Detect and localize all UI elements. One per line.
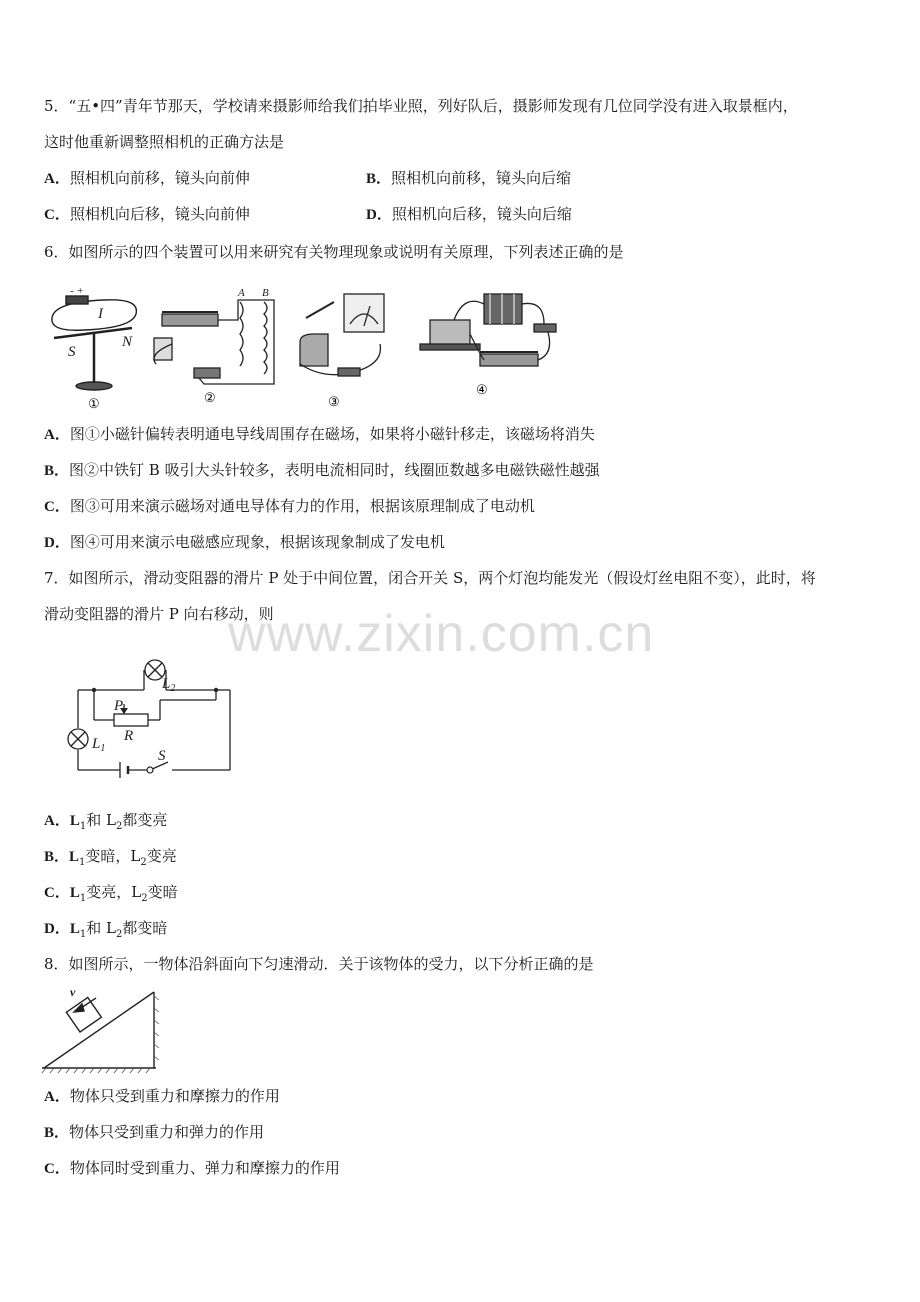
- q6-option-a[interactable]: A．图①小磁针偏转表明通电导线周围存在磁场，如果将小磁针移走，该磁场将消失: [44, 425, 595, 443]
- fig6-label-3: ③: [328, 395, 340, 410]
- fig6-4-motor-circuit: [420, 294, 556, 366]
- q5-option-c[interactable]: C．照相机向后移，镜头向前伸: [44, 205, 250, 223]
- label-l1: $L_1$: [92, 736, 106, 754]
- fig6-label-pm: - +: [70, 285, 84, 297]
- q7-stem-line2: 滑动变阻器的滑片 P 向右移动，则: [44, 605, 274, 623]
- fig6-label-n: N: [122, 334, 133, 350]
- q6-figure: [44, 284, 564, 412]
- label-v: v: [70, 985, 76, 999]
- q6-option-b[interactable]: B．图②中铁钉 B 吸引大头针较多，表明电流相同时，线圈匝数越多电磁铁磁性越强: [44, 461, 600, 479]
- fig6-label-b: B: [262, 287, 269, 299]
- q8-option-b[interactable]: B．物体只受到重力和弹力的作用: [44, 1123, 265, 1141]
- fig6-3-galvanometer: [300, 294, 384, 376]
- q5-option-a[interactable]: A．照相机向前移，镜头向前伸: [44, 169, 250, 187]
- label-p: P: [114, 698, 124, 714]
- q6-stem: 6．如图所示的四个装置可以用来研究有关物理现象或说明有关原理，下列表述正确的是: [44, 243, 624, 261]
- lamp-l1-icon: [68, 729, 88, 749]
- rheostat-r-icon: [114, 714, 148, 726]
- q5-stem-line1: 5．“五•四”青年节那天，学校请来摄影师给我们拍毕业照，列好队后，摄影师发现有几位同学没有进入取景框内，: [44, 97, 798, 115]
- fig6-label-i: I: [98, 306, 103, 322]
- q7-option-d[interactable]: D．$L_1$和 $L_2$都变暗: [44, 919, 168, 940]
- fig6-2-electromagnets: [154, 300, 274, 384]
- q7-option-a[interactable]: A．$L_1$和 $L_2$都变亮: [44, 811, 168, 832]
- q7-circuit-diagram: [62, 656, 242, 776]
- label-l2: $L_2$: [162, 676, 176, 694]
- q7-option-b[interactable]: B．$L_1$变暗，$L_2$变亮: [44, 847, 177, 868]
- sliding-block: [66, 997, 101, 1032]
- q6-option-d[interactable]: D．图④可用来演示电磁感应现象，根据该现象制成了发电机: [44, 533, 445, 551]
- q8-option-a[interactable]: A．物体只受到重力和摩擦力的作用: [44, 1087, 280, 1105]
- fig6-label-2: ②: [204, 391, 216, 406]
- fig6-label-a: A: [238, 287, 245, 299]
- q7-option-c[interactable]: C．$L_1$变亮，$L_2$变暗: [44, 883, 178, 904]
- q5-option-b[interactable]: B．照相机向前移，镜头向后缩: [366, 169, 572, 187]
- fig6-label-s: S: [68, 344, 76, 360]
- watermark: www.zixin.com.cn: [228, 605, 655, 663]
- q8-stem: 8．如图所示，一物体沿斜面向下匀速滑动．关于该物体的受力，以下分析正确的是: [44, 955, 594, 973]
- label-s: S: [158, 748, 166, 764]
- q5-stem-line2: 这时他重新调整照相机的正确方法是: [44, 133, 285, 151]
- q6-option-c[interactable]: C．图③可用来演示磁场对通电导体有力的作用，根据该原理制成了电动机: [44, 497, 535, 515]
- fig6-label-4: ④: [476, 383, 488, 398]
- q8-incline-diagram: [42, 984, 162, 1076]
- fig6-label-1: ①: [88, 397, 100, 412]
- label-r: R: [124, 728, 134, 744]
- q8-option-c[interactable]: C．物体同时受到重力、弹力和摩擦力的作用: [44, 1159, 340, 1177]
- q5-option-d[interactable]: D．照相机向后移，镜头向后缩: [366, 205, 572, 223]
- q7-stem-line1: 7．如图所示，滑动变阻器的滑片 P 处于中间位置，闭合开关 S，两个灯泡均能发光（假设灯丝电阻不变），此时，将: [44, 569, 816, 587]
